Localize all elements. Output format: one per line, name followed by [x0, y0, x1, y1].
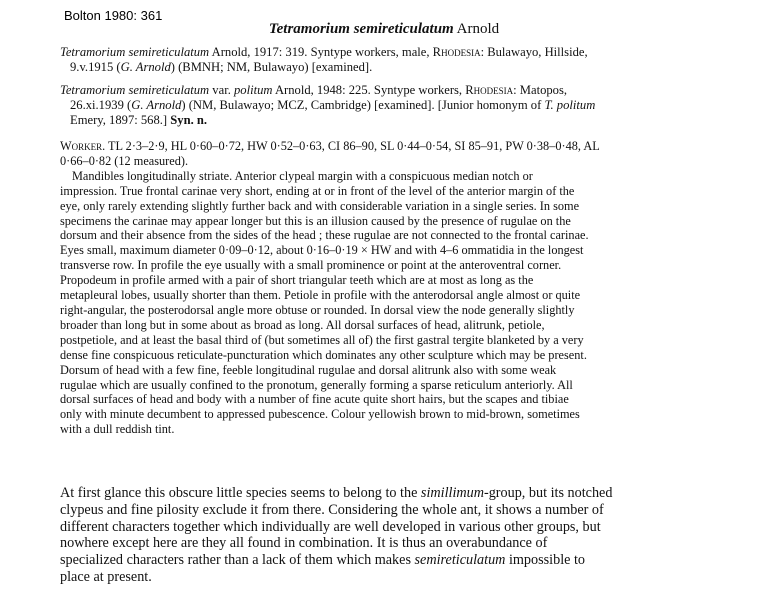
description-line: eye, only rarely extending slightly further back and with considerable variation in a single series. In some	[60, 198, 580, 213]
description-line: dorsum and their absence from the sides of the head ; these rugulae are not connected to the frontal carinae.	[60, 228, 589, 243]
description-line: rugulae which are usually confined to the pronotum, generally forming a sparse reticulum anteriorly. All	[60, 377, 573, 392]
description-line: dense fine conspicuous reticulate-puncturation which dominates any other sculpture which may be present.	[60, 347, 587, 362]
description-line: specimens the carinae may appear longer but this is an illusion caused by the presence of rugulae on the	[60, 213, 571, 228]
description-line: Mandibles longitudinally striate. Anterior clypeal margin with a conspicuous median notch or	[72, 168, 533, 183]
caste-label: Worker	[60, 139, 103, 153]
species-epithet: semireticulatum	[414, 552, 506, 569]
description-line: only with minute decumbent to appressed pubescence. Colour yellowish brown to mid-brown, sometimes	[60, 407, 580, 422]
synonym-status: Syn. n.	[170, 113, 208, 127]
description-line: Dorsum of head with a few fine, feeble longitudinal rugulae and dorsal alitrunk also with some weak	[60, 362, 557, 377]
synonym-entry-1: Tetramorium semireticulatum Arnold, 1917: 319. Syntype workers, male, Rhodesia: Bulawayo, Hillside, 9.v.1915 (G. Arnold) (BMNH; NM, Bulawayo) [examined].	[60, 45, 588, 74]
discussion-paragraph: At first glance this obscure little species seems to belong to the simillimum-group, but its notched clypeus and fine pilosity exclude it from there. Considering the whole ant, it shows a number of different characters together which individually are well developed in various other groups, but nowhere except here are they all found in combination. It is thus an overabundance of specialized characters rather than a lack of them which makes semireticulatum impossible to place at present.	[60, 485, 753, 586]
synonym-name: Tetramorium semireticulatum	[60, 45, 210, 59]
variety-name: politum	[234, 83, 273, 97]
discussion-line: different characters together which individually are well developed in various other groups, but	[60, 518, 601, 535]
species-title	[0, 21, 768, 38]
collector: G. Arnold	[120, 60, 171, 74]
description-line: with a dull reddish tint.	[60, 422, 175, 437]
description-line: dorsal surfaces of head and body with a number of fine acute quite short hairs, but the scapes and tibiae	[60, 392, 569, 407]
description-line: right-angular, the posterodorsal angle more obtuse or rounded. In dorsal view the node generally slightly	[60, 302, 575, 317]
worker-description: Worker. TL 2·3–2·9, HL 0·60–0·72, HW 0·52–0·63, CI 86–90, SL 0·44–0·54, SI 85–91, PW 0·38–0·48, AL 0·66–0·82 (12 measured). Mandibles longitudinally striate. Anterior clypeal margin with a conspicuous median notch or impression. True frontal carinae very short, ending at or in front of the level of the anterior margin of the eye, only rarely extending slightly further back and with considerable variation in a single series. In some specimens the carinae may appear longer but this is an illusion caused by the presence of rugulae on the dorsum and their absence from the sides of the head ; these rugulae are not connected to the frontal carinae. Eyes small, maximum diameter 0·09–0·12, about 0·16–0·19 × HW and with 4–6 ommatidia in the longest transverse row. In profile the eye usually with a small prominence or point at the anteroventral corner. Propodeum in profile armed with a pair of short triangular teeth which are at most as long as the metapleural lobes, usually shorter than them. Petiole in profile with the anterodorsal angle almost or quite right-angular, the posterodorsal angle more obtuse or rounded. In dorsal view the node generally slightly broader than long but in some about as broad as long. All dorsal surfaces of head, alitrunk, petiole, postpetiole, and at least the basal third of (but sometimes all of) the first gastral tergite blanketed by a very dense fine conspicuous reticulate-puncturation which dominates any other sculpture which may be present. Dorsum of head with a few fine, feeble longitudinal rugulae and dorsal alitrunk also with some weak rugulae which are usually confined to the pronotum, generally forming a sparse reticulum anteriorly. All dorsal surfaces of head and body with a number of fine acute quite short hairs, but the scapes and tibiae only with minute decumbent to appressed pubescence. Colour yellowish brown to mid-brown, sometimes with a dull reddish tint.	[60, 139, 753, 437]
homonym-name: T. politum	[544, 98, 596, 112]
measurements: . TL 2·3–2·9, HL 0·60–0·72, HW 0·52–0·63, CI 86–90, SL 0·44–0·54, SI 85–91, PW 0·38–0·48, AL	[102, 139, 600, 153]
locality: Rhodesia	[465, 83, 514, 97]
citation-header: Bolton 1980: 361	[64, 8, 163, 23]
description-line: transverse row. In profile the eye usually with a small prominence or point at the anteroventral corner.	[60, 258, 562, 273]
synonym-name: Tetramorium semireticulatum	[60, 83, 210, 97]
discussion-line: place at present.	[60, 568, 152, 585]
discussion-line: clypeus and fine pilosity exclude it from there. Considering the whole ant, it shows a number of	[60, 501, 604, 518]
synonym-entry-2: Tetramorium semireticulatum var. politum Arnold, 1948: 225. Syntype workers, Rhodesia: Matopos, 26.xi.1939 (G. Arnold) (NM, Bulawayo; MCZ, Cambridge) [examined]. [Junior homonym of T. politum Emery, 1897: 568.] Syn. n.	[60, 83, 596, 127]
species-author: Arnold	[456, 21, 500, 37]
description-line: impression. True frontal carinae very short, ending at or in front of the level of the anterior margin of the	[60, 183, 575, 198]
description-line: Eyes small, maximum diameter 0·09–0·12, about 0·16–0·19 × HW and with 4–6 ommatidia in the longest	[60, 243, 584, 258]
group-name: simillimum	[420, 485, 484, 501]
description-line: Propodeum in profile armed with a pair of short triangular teeth which are at most as long as the	[60, 273, 534, 288]
locality: Rhodesia	[432, 45, 481, 59]
description-line: broader than long but in some about as broad as long. All dorsal surfaces of head, alitrunk, petiole,	[60, 317, 545, 332]
description-line: postpetiole, and at least the basal third of (but sometimes all of) the first gastral tergite blanketed by a very	[60, 332, 584, 347]
discussion-line: nowhere except here are they all found in combination. It is thus an overabundance of	[60, 535, 548, 552]
description-line: metapleural lobes, usually shorter than them. Petiole in profile with the anterodorsal angle almost or quite	[60, 288, 581, 303]
collector: G. Arnold	[131, 98, 182, 112]
species-name: Tetramorium semireticulatum	[268, 21, 454, 37]
